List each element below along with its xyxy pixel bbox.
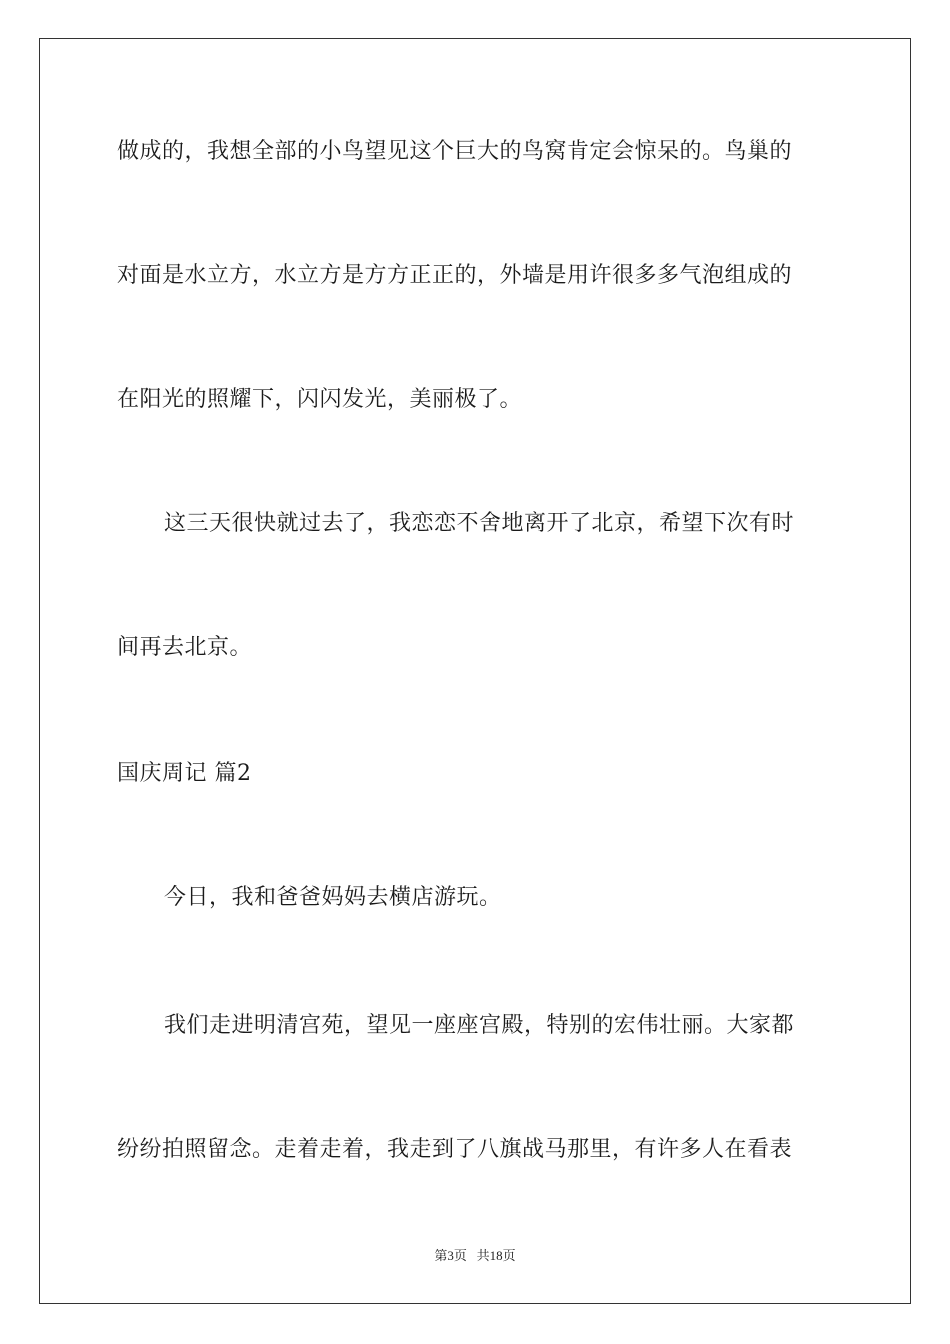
- paragraph-line-4: 这三天很快就过去了，我恋恋不舍地离开了北京，希望下次有时: [164, 511, 795, 536]
- page-number: 第3页: [434, 1248, 467, 1263]
- paragraph-line-5: 间再去北京。: [117, 635, 253, 660]
- paragraph-line-3: 在阳光的照耀下，闪闪发光，美丽极了。: [117, 387, 523, 412]
- section-heading: 国庆周记 篇2: [117, 761, 252, 786]
- page-footer: [0, 1248, 950, 1264]
- paragraph-line-1: 做成的，我想全部的小鸟望见这个巨大的鸟窝肯定会惊呆的。鸟巢的: [117, 139, 793, 164]
- page-border: [39, 38, 911, 1304]
- paragraph-line-7: 我们走进明清宫苑，望见一座座宫殿，特别的宏伟壮丽。大家都: [164, 1013, 795, 1038]
- paragraph-line-8: 纷纷拍照留念。走着走着，我走到了八旗战马那里，有许多人在看表: [117, 1137, 793, 1162]
- paragraph-line-2: 对面是水立方，水立方是方方正正的，外墙是用许很多多气泡组成的: [117, 263, 793, 288]
- total-pages: 共18页: [476, 1248, 516, 1263]
- paragraph-line-6: 今日，我和爸爸妈妈去横店游玩。: [164, 885, 502, 910]
